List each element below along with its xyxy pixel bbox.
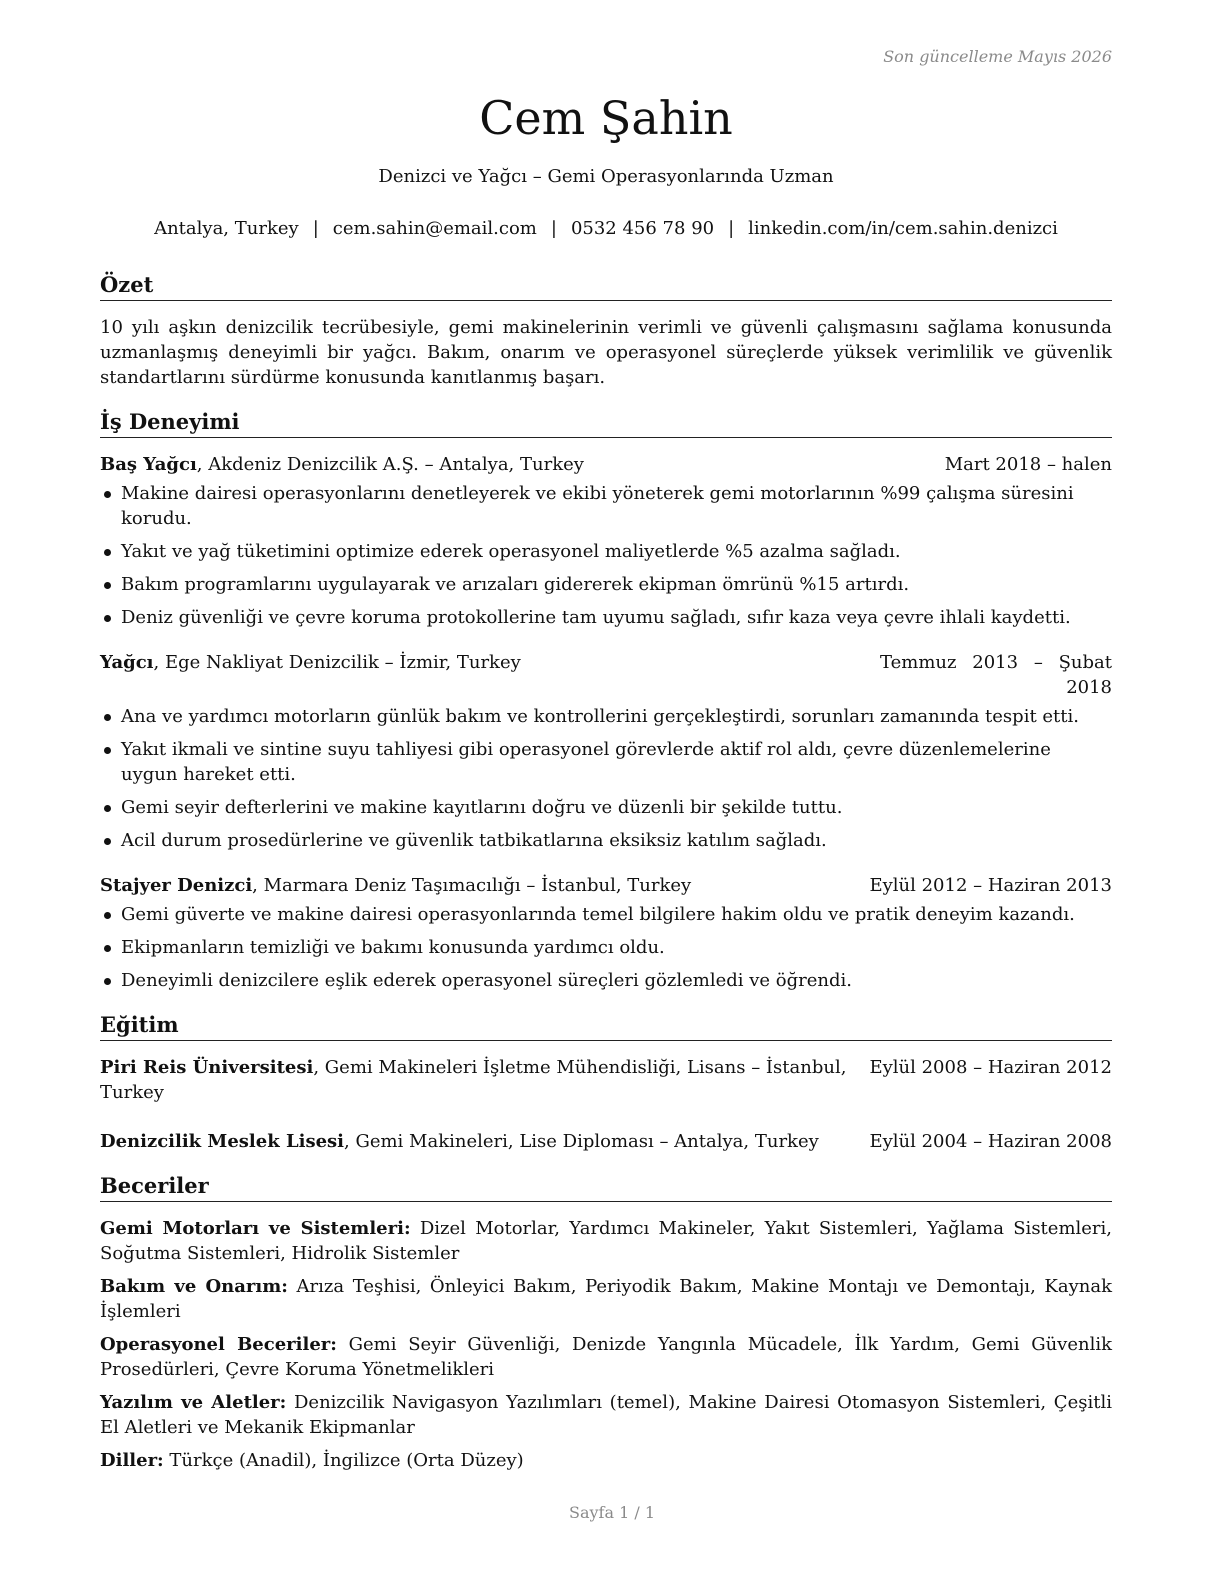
job-entry xyxy=(100,452,1112,630)
contact-separator: | xyxy=(728,218,735,239)
job-header xyxy=(100,452,1112,477)
job-dates: Temmuz 2013 – Şubat 2018 xyxy=(880,652,1112,698)
skill-label: Operasyonel Beceriler: xyxy=(100,1334,337,1355)
list-item: Gemi seyir defterlerini ve makine kayıtlarını doğru ve düzenli bir şekilde tuttu. xyxy=(100,795,1112,820)
contact-separator: | xyxy=(312,218,319,239)
skill-text: Gemi Seyir Güvenliği, Denizde Yangınla Mücadele, İlk Yardım, Gemi Güvenlik Prosedürleri, Çevre Koruma Yönetmelikleri xyxy=(100,1334,1112,1380)
education-dates: Eylül 2008 – Haziran 2012 xyxy=(869,1057,1112,1078)
list-item: Gemi güverte ve makine dairesi operasyonlarında temel bilgilere hakim oldu ve pratik deneyim kazandı. xyxy=(100,902,1112,927)
skill-label: Gemi Motorları ve Sistemleri: xyxy=(100,1218,411,1239)
job-role: Yağcı xyxy=(100,652,154,673)
education-detail: , Gemi Makineleri İşletme Mühendisliği, Lisans – İstanbul, Turkey xyxy=(100,1057,847,1103)
skill-line xyxy=(100,1448,1112,1473)
job-header xyxy=(100,650,1112,700)
list-item: Ekipmanların temizliği ve bakımı konusunda yardımcı oldu. xyxy=(100,935,1112,960)
education-entry xyxy=(100,1129,1112,1154)
list-item: Acil durum prosedürlerine ve güvenlik tatbikatlarına eksiksiz katılım sağladı. xyxy=(100,828,1112,853)
job-org: , Akdeniz Denizcilik A.Ş. – Antalya, Turkey xyxy=(196,454,584,475)
job-org: , Marmara Deniz Taşımacılığı – İstanbul, Turkey xyxy=(252,875,692,896)
skill-label: Yazılım ve Aletler: xyxy=(100,1392,287,1413)
skill-text: Denizcilik Navigasyon Yazılımları (temel), Makine Dairesi Otomasyon Sistemleri, Çeşitli El Aletleri ve Mekanik Ekipmanlar xyxy=(100,1392,1112,1438)
contact-separator: | xyxy=(550,218,557,239)
skill-label: Bakım ve Onarım: xyxy=(100,1276,288,1297)
job-entry xyxy=(100,873,1112,993)
skill-text: Arıza Teşhisi, Önleyici Bakım, Periyodik Bakım, Makine Montajı ve Demontajı, Kaynak İşlemleri xyxy=(100,1276,1112,1322)
section-title-education: Eğitim xyxy=(100,1011,1112,1041)
summary-text: 10 yılı aşkın denizcilik tecrübesiyle, gemi makinelerinin verimli ve güvenli çalışmasını sağlama konusunda uzmanlaşmış deneyimli bir yağcı. Bakım, onarım ve operasyonel süreçlerde yüksek verimlilik ve güvenlik standartlarını sürdürme konusunda kanıtlanmış başarı. xyxy=(100,317,1112,388)
list-item: Yakıt ikmali ve sintine suyu tahliyesi gibi operasyonel görevlerde aktif rol aldı, çevre düzenlemelerine uygun hareket etti. xyxy=(100,737,1112,787)
contact-linkedin[interactable]: linkedin.com/in/cem.sahin.denizci xyxy=(748,218,1058,239)
section-title-summary: Özet xyxy=(100,271,1112,301)
skill-line xyxy=(100,1390,1112,1440)
page-number: Sayfa 1 / 1 xyxy=(568,1503,655,1522)
list-item: Yakıt ve yağ tüketimini optimize ederek operasyonel maliyetlerde %5 azalma sağladı. xyxy=(100,539,1112,564)
education-entry xyxy=(100,1055,1112,1105)
job-dates: Mart 2018 – halen xyxy=(944,454,1112,475)
contact-location: Antalya, Turkey xyxy=(154,218,299,239)
job-bullets xyxy=(100,902,1112,993)
education-school: Denizcilik Meslek Lisesi xyxy=(100,1131,345,1152)
education-school: Piri Reis Üniversitesi xyxy=(100,1057,314,1078)
job-org: , Ege Nakliyat Denizcilik – İzmir, Turkey xyxy=(153,652,521,673)
job-dates: Eylül 2012 – Haziran 2013 xyxy=(869,875,1112,896)
job-entry xyxy=(100,650,1112,853)
job-bullets xyxy=(100,481,1112,630)
skill-line xyxy=(100,1332,1112,1382)
job-bullets xyxy=(100,704,1112,853)
list-item: Ana ve yardımcı motorların günlük bakım ve kontrollerini gerçekleştirdi, sorunları zamanında tespit etti. xyxy=(100,704,1112,729)
candidate-headline: Denizci ve Yağcı – Gemi Operasyonlarında Uzman xyxy=(378,166,834,187)
job-header xyxy=(100,873,1112,898)
section-title-skills: Beceriler xyxy=(100,1172,1112,1202)
section-title-experience: İş Deneyimi xyxy=(100,408,1112,438)
contact-email[interactable]: cem.sahin@email.com xyxy=(332,218,537,239)
list-item: Bakım programlarını uygulayarak ve arızaları gidererek ekipman ömrünü %15 artırdı. xyxy=(100,572,1112,597)
skill-line xyxy=(100,1274,1112,1324)
education-detail: , Gemi Makineleri, Lise Diploması – Antalya, Turkey xyxy=(344,1131,819,1152)
list-item: Deniz güvenliği ve çevre koruma protokollerine tam uyumu sağladı, sıfır kaza veya çevre ihlali kaydetti. xyxy=(100,605,1112,630)
list-item: Makine dairesi operasyonlarını denetleyerek ve ekibi yöneterek gemi motorlarının %99 çalışma süresini korudu. xyxy=(100,481,1112,531)
skill-text: Türkçe (Anadil), İngilizce (Orta Düzey) xyxy=(163,1450,524,1471)
education-dates: Eylül 2004 – Haziran 2008 xyxy=(869,1131,1112,1152)
contact-phone: 0532 456 78 90 xyxy=(570,218,715,239)
last-updated: Son güncelleme Mayıs 2026 xyxy=(883,47,1112,66)
job-role: Baş Yağcı xyxy=(100,454,197,475)
candidate-name: Cem Şahin xyxy=(479,91,733,145)
skill-line xyxy=(100,1216,1112,1266)
skill-text: Dizel Motorlar, Yardımcı Makineler, Yakıt Sistemleri, Yağlama Sistemleri, Soğutma Sistemleri, Hidrolik Sistemler xyxy=(100,1218,1113,1264)
contact-line xyxy=(100,216,1112,241)
job-role: Stajyer Denizci xyxy=(100,875,253,896)
skill-label: Diller: xyxy=(100,1450,164,1471)
list-item: Deneyimli denizcilere eşlik ederek operasyonel süreçleri gözlemledi ve öğrendi. xyxy=(100,968,1112,993)
